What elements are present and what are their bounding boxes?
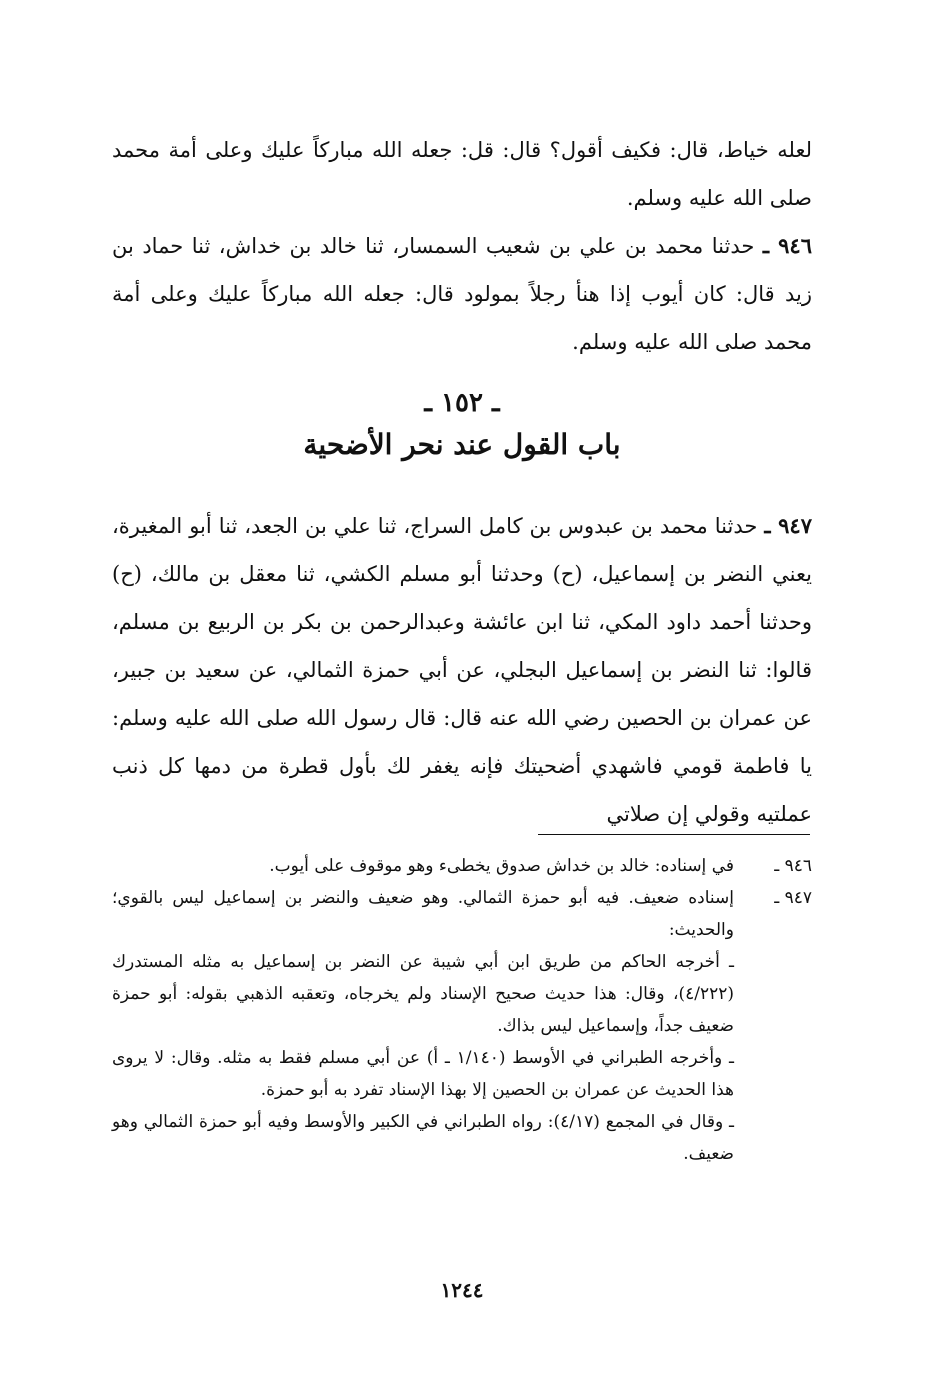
footnote-sub-item: ـ أخرجه الحاكم من طريق ابن أبي شيبة عن النضر بن إسماعيل به مثله المستدرك (٤/٢٢٢)، وقال: هذا حديث صحيح الإسناد ولم يخرجاه، وتعقبه الذهبي بقوله: أبو حمزة ضعيف جداً، وإسماعيل ليس بذاك. xyxy=(112,952,734,1036)
footnotes-section xyxy=(112,850,812,1170)
footnote-text: في إسناده: خالد بن خداش صدوق يخطىء وهو موقوف على أيوب. xyxy=(269,856,734,876)
continuation-paragraph xyxy=(112,126,812,222)
footnote-body xyxy=(112,882,734,1170)
hadith-text: حدثنا محمد بن عبدوس بن كامل السراج، ثنا علي بن الجعد، ثنا أبو المغيرة، يعني النضر بن إسماعيل، (ح) وحدثنا أبو مسلم الكشي، ثنا معقل بن مالك، (ح) وحدثنا أحمد داود المكي، ثنا ابن عائشة وعبدالرحمن بن بكر بن الربيع بن مسلم، قالوا: ثنا النضر بن إسماعيل البجلي، عن أبي حمزة الثمالي، عن سعيد بن جبير، عن عمران بن الحصين رضي الله عنه قال: قال رسول الله صلى الله عليه وسلم: يا فاطمة قومي فاشهدي أضحيتك فإنه يغفر لك بأول قطرة من دمها كل ذنب عملتيه وقولي إن صلاتي xyxy=(112,514,812,826)
chapter-title: باب القول عند نحر الأضحية xyxy=(303,428,621,461)
hadith-946 xyxy=(112,222,812,366)
hadith-947 xyxy=(112,502,812,838)
continuation-text: لعله خياط، قال: فكيف أقول؟ قال: قل: جعله الله مباركاً عليك وعلى أمة محمد صلى الله عليه وسلم. xyxy=(112,138,812,210)
footnote-text: إسناده ضعيف. فيه أبو حمزة الثمالي. وهو ضعيف والنضر بن إسماعيل ليس بالقوي؛ والحديث: xyxy=(112,888,734,940)
hadith-number: ٩٤٧ ـ xyxy=(764,513,812,538)
footnote-divider xyxy=(538,834,810,835)
hadith-text: حدثنا محمد بن علي بن شعيب السمسار، ثنا خالد بن خداش، ثنا حماد بن زيد قال: كان أيوب إذا هنأ رجلاً بمولود قال: جعله الله مباركاً عليك وعلى أمة محمد صلى الله عليه وسلم. xyxy=(112,234,812,354)
footnote-sub-item: ـ وقال في المجمع (٤/١٧): رواه الطبراني في الكبير والأوسط وفيه أبو حمزة الثمالي وهو ضعيف. xyxy=(112,1112,734,1164)
footnote-number: ٩٤٦ ـ xyxy=(774,856,812,876)
page-number: ١٢٤٤ xyxy=(440,1278,484,1302)
footnote-number: ٩٤٧ ـ xyxy=(774,888,812,908)
footnote-947 xyxy=(112,882,812,1170)
hadith-number: ٩٤٦ ـ xyxy=(762,233,812,258)
footnote-946 xyxy=(112,850,812,882)
chapter-number: ـ ١٥٢ ـ xyxy=(424,388,500,418)
footnote-sub-item: ـ وأخرجه الطبراني في الأوسط (١/١٤٠ ـ أ) عن أبي مسلم فقط به مثله. وقال: لا يروى هذا الحديث عن عمران بن الحصين إلا بهذا الإسناد تفرد به أبو حمزة. xyxy=(112,1048,734,1100)
